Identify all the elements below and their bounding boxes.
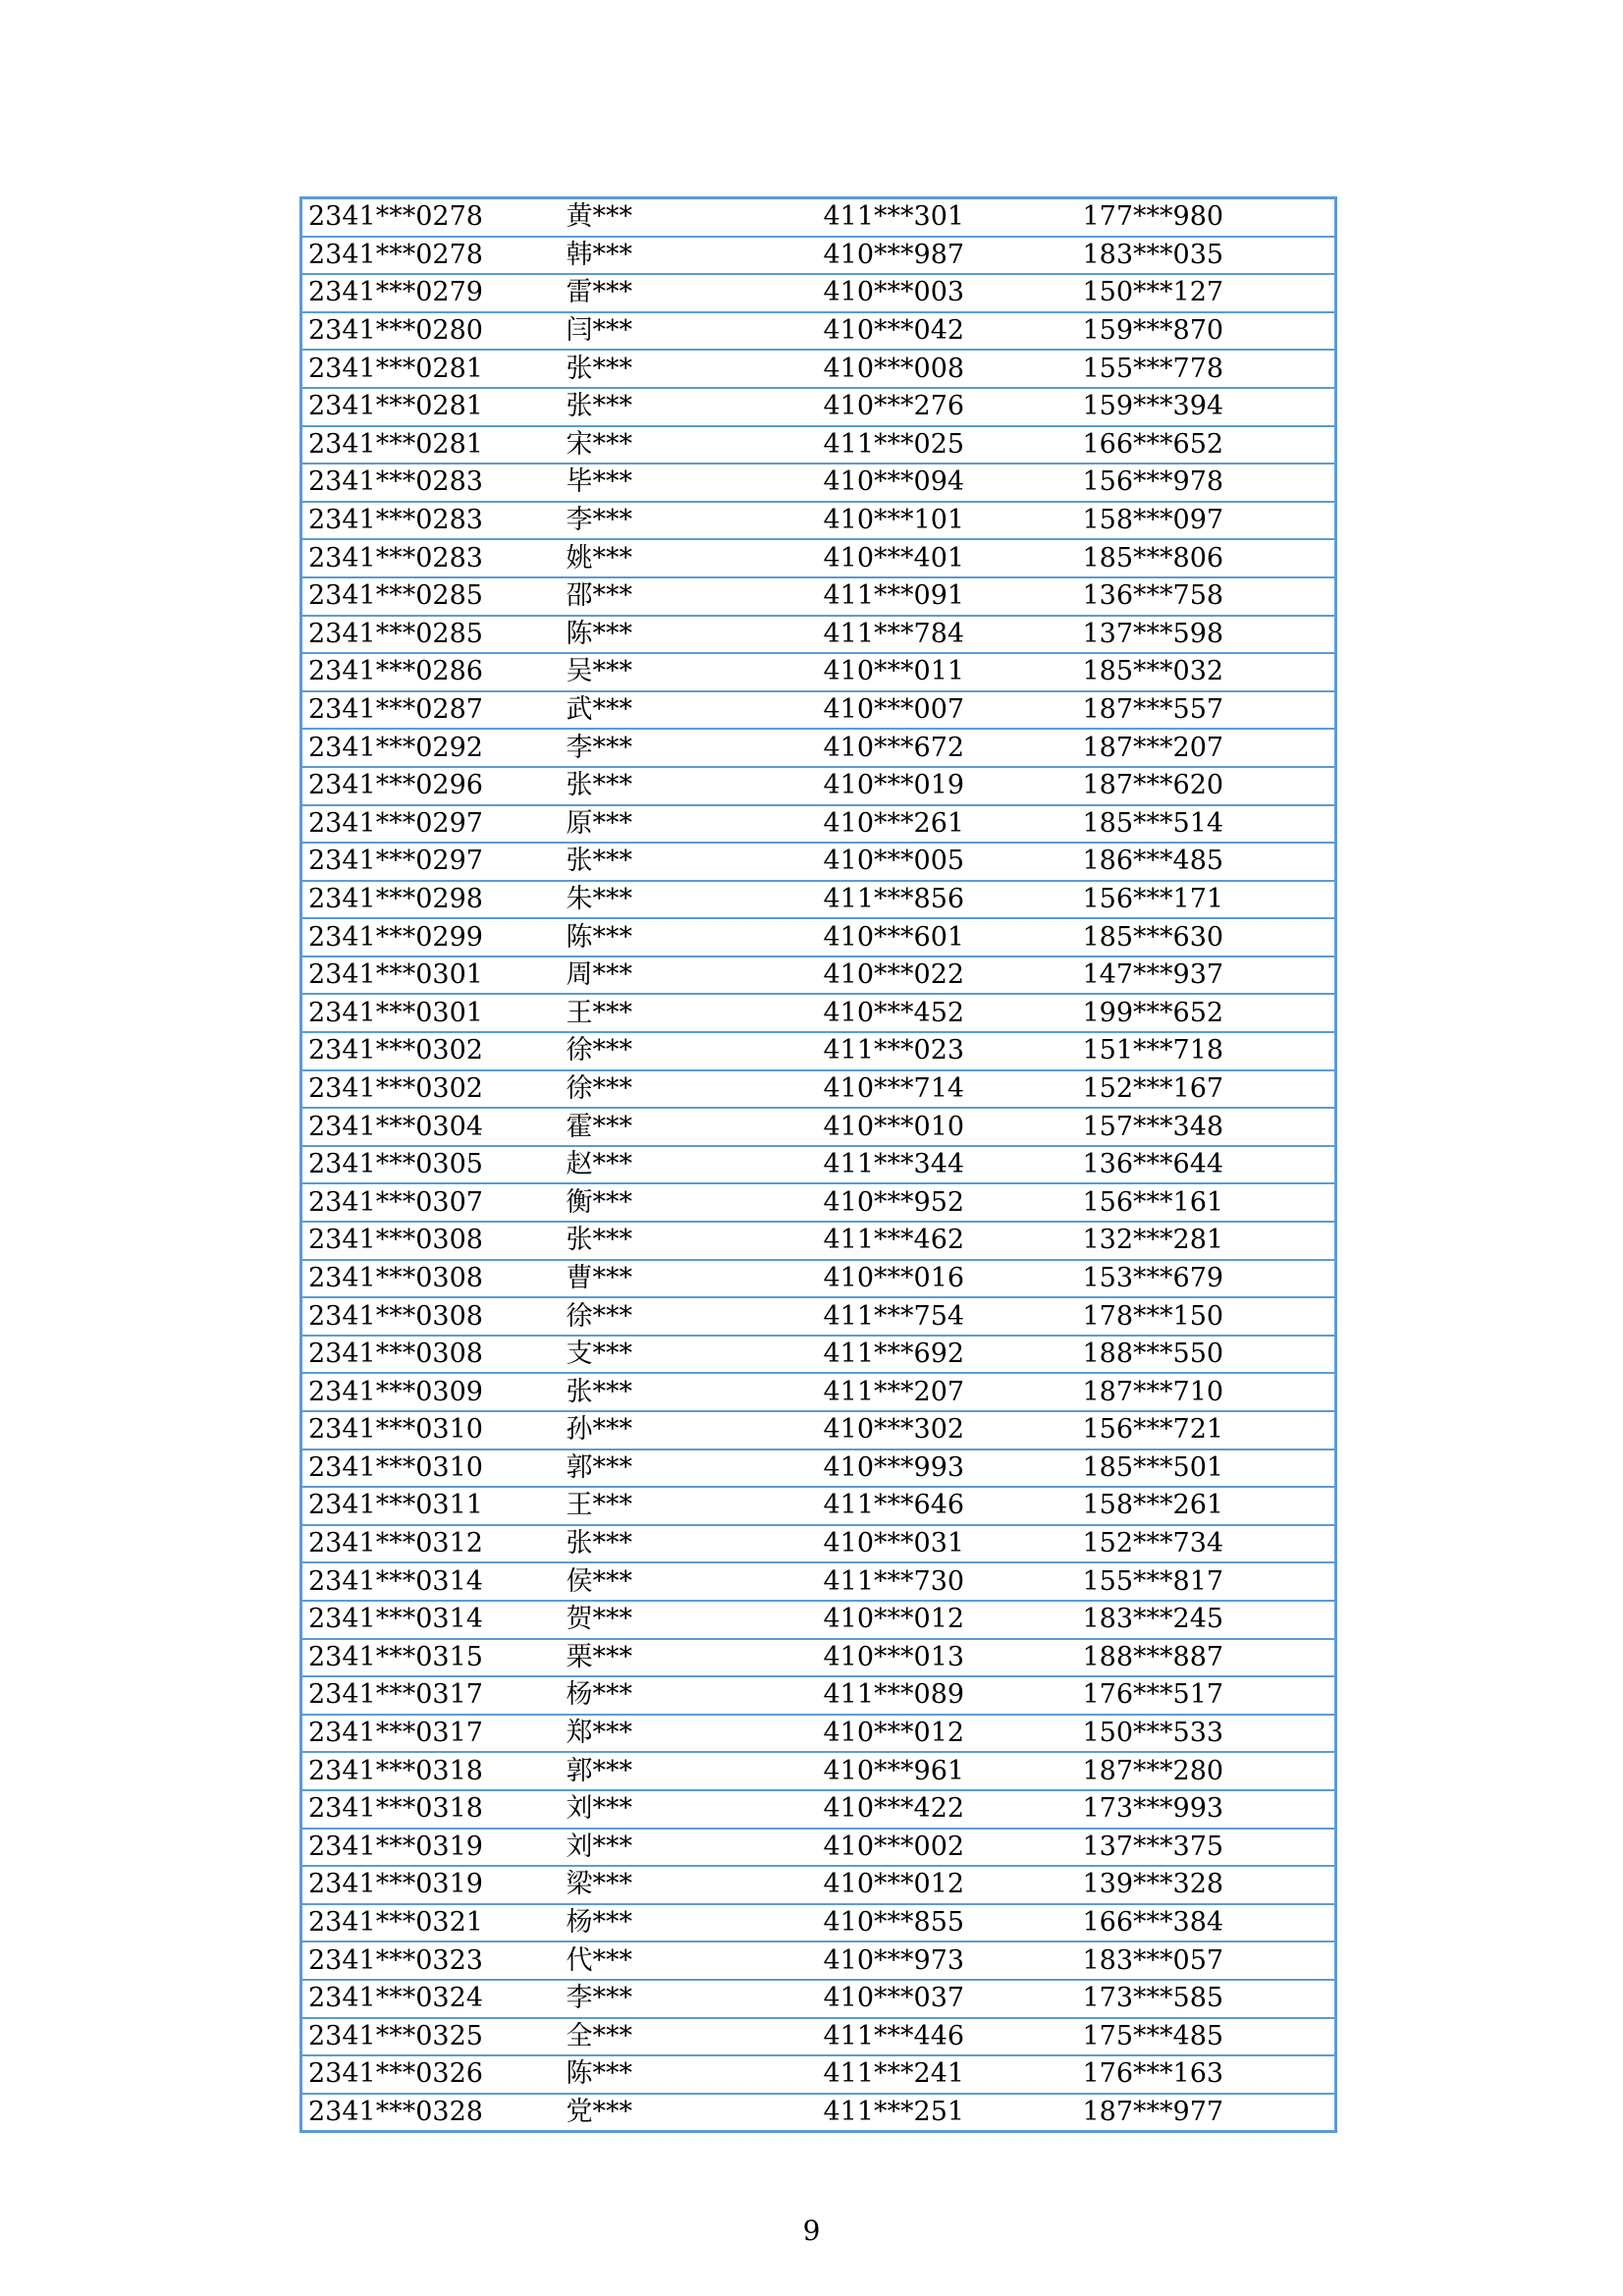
name-cell: 徐*** bbox=[561, 1070, 818, 1109]
name-cell: 王*** bbox=[561, 994, 818, 1032]
id-card-cell: 410***002 bbox=[818, 1829, 1077, 1867]
id-card-cell: 410***003 bbox=[818, 274, 1077, 312]
table-row bbox=[301, 502, 1336, 540]
id-card-cell: 411***784 bbox=[818, 616, 1077, 654]
registration-id-cell: 2341***0321 bbox=[301, 1904, 561, 1942]
table-row bbox=[301, 729, 1336, 767]
registration-id-cell: 2341***0307 bbox=[301, 1183, 561, 1222]
table-row bbox=[301, 616, 1336, 654]
phone-cell: 139***328 bbox=[1077, 1866, 1336, 1904]
id-card-cell: 411***241 bbox=[818, 2055, 1077, 2094]
table-row bbox=[301, 1222, 1336, 1260]
name-cell: 武*** bbox=[561, 691, 818, 730]
phone-cell: 156***721 bbox=[1077, 1411, 1336, 1449]
registration-id-cell: 2341***0328 bbox=[308, 2096, 483, 2127]
phone-cell: 155***778 bbox=[1077, 350, 1336, 388]
registration-id-cell: 2341***0279 bbox=[301, 274, 561, 312]
id-card-cell: 410***019 bbox=[818, 767, 1077, 805]
table-row bbox=[301, 274, 1336, 312]
table-row bbox=[301, 1676, 1336, 1715]
name-cell: 宋*** bbox=[561, 426, 818, 465]
phone-cell: 158***261 bbox=[1077, 1487, 1336, 1525]
name-cell: 孙*** bbox=[561, 1411, 818, 1449]
id-card-cell: 411***856 bbox=[818, 881, 1077, 919]
phone-cell: 175***485 bbox=[1077, 2018, 1336, 2056]
phone-cell: 176***517 bbox=[1077, 1676, 1336, 1715]
registration-id-cell: 2341***0301 bbox=[301, 957, 561, 995]
phone-cell: 183***035 bbox=[1077, 237, 1336, 275]
id-card-cell: 410***007 bbox=[818, 691, 1077, 730]
name-cell: 栗*** bbox=[561, 1639, 818, 1677]
phone-cell: 177***980 bbox=[1077, 198, 1336, 237]
id-card-cell: 410***037 bbox=[818, 1980, 1077, 2018]
id-card-cell: 411***089 bbox=[818, 1676, 1077, 1715]
table-row bbox=[301, 918, 1336, 957]
id-card-cell: 410***973 bbox=[818, 1941, 1077, 1980]
table-row bbox=[301, 1146, 1336, 1184]
id-card-cell: 410***452 bbox=[818, 994, 1077, 1032]
id-card-cell: 411***646 bbox=[818, 1487, 1077, 1525]
registration-id-cell: 2341***0302 bbox=[301, 1032, 561, 1070]
table-row bbox=[301, 1032, 1336, 1070]
registration-id-cell: 2341***0312 bbox=[301, 1525, 561, 1563]
name-cell: 徐*** bbox=[561, 1297, 818, 1336]
registration-id-cell: 2341***0324 bbox=[301, 1980, 561, 2018]
phone-cell: 155***817 bbox=[1077, 1562, 1336, 1601]
phone-cell: 187***280 bbox=[1077, 1752, 1336, 1790]
name-cell: 衡*** bbox=[561, 1183, 818, 1222]
id-card-cell: 410***401 bbox=[818, 539, 1077, 577]
id-card-cell: 410***987 bbox=[818, 237, 1077, 275]
id-card-cell: 410***012 bbox=[818, 1601, 1077, 1639]
name-cell: 陈*** bbox=[561, 2055, 818, 2094]
name-cell: 张*** bbox=[561, 1222, 818, 1260]
id-card-cell: 410***031 bbox=[818, 1525, 1077, 1563]
id-card-cell: 411***251 bbox=[823, 2096, 965, 2127]
name-cell: 杨*** bbox=[561, 1676, 818, 1715]
table-row bbox=[301, 2018, 1336, 2056]
phone-cell: 158***097 bbox=[1077, 502, 1336, 540]
registration-id-cell: 2341***0287 bbox=[301, 691, 561, 730]
registration-id-cell: 2341***0308 bbox=[301, 1222, 561, 1260]
name-cell: 张*** bbox=[561, 1373, 818, 1411]
name-cell: 侯*** bbox=[561, 1562, 818, 1601]
id-card-cell: 410***022 bbox=[818, 957, 1077, 995]
phone-cell: 156***171 bbox=[1077, 881, 1336, 919]
phone-cell: 137***598 bbox=[1077, 616, 1336, 654]
name-cell: 郭*** bbox=[561, 1449, 818, 1488]
id-card-cell: 410***042 bbox=[818, 312, 1077, 351]
registration-id-cell: 2341***0283 bbox=[301, 502, 561, 540]
roster-table-body bbox=[301, 198, 1336, 2132]
table-row bbox=[301, 1373, 1336, 1411]
phone-cell: 157***348 bbox=[1077, 1108, 1336, 1146]
table-row bbox=[301, 539, 1336, 577]
table-row bbox=[301, 1487, 1336, 1525]
id-card-cell: 410***714 bbox=[818, 1070, 1077, 1109]
id-card-cell: 410***094 bbox=[818, 464, 1077, 502]
name-cell: 陈*** bbox=[561, 616, 818, 654]
table-row bbox=[301, 653, 1336, 691]
table-row bbox=[301, 1829, 1336, 1867]
phone-cell: 188***550 bbox=[1077, 1336, 1336, 1374]
registration-id-cell: 2341***0317 bbox=[301, 1676, 561, 1715]
phone-cell: 152***734 bbox=[1077, 1525, 1336, 1563]
name-cell: 李*** bbox=[561, 1980, 818, 2018]
id-card-cell: 410***276 bbox=[818, 388, 1077, 426]
registration-id-cell: 2341***0280 bbox=[301, 312, 561, 351]
name-cell: 梁*** bbox=[561, 1866, 818, 1904]
registration-id-cell: 2341***0308 bbox=[301, 1297, 561, 1336]
id-card-cell: 410***952 bbox=[818, 1183, 1077, 1222]
table-row bbox=[301, 691, 1336, 730]
table-row bbox=[301, 577, 1336, 616]
table-row bbox=[301, 312, 1336, 351]
id-card-cell: 410***855 bbox=[818, 1904, 1077, 1942]
registration-id-cell: 2341***0301 bbox=[301, 994, 561, 1032]
table-row bbox=[301, 237, 1336, 275]
name-cell: 代*** bbox=[561, 1941, 818, 1980]
registration-id-cell: 2341***0319 bbox=[301, 1866, 561, 1904]
id-card-cell: 410***008 bbox=[818, 350, 1077, 388]
phone-cell: 151***718 bbox=[1077, 1032, 1336, 1070]
registration-id-cell: 2341***0314 bbox=[301, 1562, 561, 1601]
id-card-cell: 410***302 bbox=[818, 1411, 1077, 1449]
phone-cell: 166***652 bbox=[1077, 426, 1336, 465]
phone-cell: 187***620 bbox=[1077, 767, 1336, 805]
table-row bbox=[301, 350, 1336, 388]
name-cell: 杨*** bbox=[561, 1904, 818, 1942]
name-cell: 刘*** bbox=[561, 1829, 818, 1867]
registration-id-cell: 2341***0281 bbox=[301, 388, 561, 426]
name-cell: 闫*** bbox=[561, 312, 818, 351]
registration-id-cell: 2341***0325 bbox=[301, 2018, 561, 2056]
table-row bbox=[301, 957, 1336, 995]
id-card-cell: 410***261 bbox=[818, 805, 1077, 844]
phone-cell: 186***485 bbox=[1077, 843, 1336, 881]
registration-id-cell: 2341***0304 bbox=[301, 1108, 561, 1146]
registration-id-cell: 2341***0310 bbox=[301, 1449, 561, 1488]
phone-cell: 178***150 bbox=[1077, 1297, 1336, 1336]
id-card-cell: 410***010 bbox=[818, 1108, 1077, 1146]
registration-id-cell: 2341***0305 bbox=[301, 1146, 561, 1184]
registration-id-cell: 2341***0297 bbox=[301, 843, 561, 881]
phone-cell: 137***375 bbox=[1077, 1829, 1336, 1867]
registration-id-cell: 2341***0317 bbox=[301, 1715, 561, 1753]
id-card-cell: 410***005 bbox=[818, 843, 1077, 881]
phone-cell: 185***514 bbox=[1077, 805, 1336, 844]
id-card-cell: 410***011 bbox=[818, 653, 1077, 691]
name-cell: 姚*** bbox=[561, 539, 818, 577]
table-row bbox=[301, 1904, 1336, 1942]
phone-cell: 136***758 bbox=[1077, 577, 1336, 616]
phone-cell: 153***679 bbox=[1077, 1260, 1336, 1298]
table-row bbox=[301, 2094, 1336, 2132]
phone-cell: 132***281 bbox=[1077, 1222, 1336, 1260]
registration-id-cell: 2341***0278 bbox=[301, 198, 561, 237]
name-cell: 党*** bbox=[566, 2096, 632, 2127]
registration-id-cell: 2341***0281 bbox=[301, 350, 561, 388]
id-card-cell: 411***462 bbox=[818, 1222, 1077, 1260]
registration-id-cell: 2341***0314 bbox=[301, 1601, 561, 1639]
name-cell: 赵*** bbox=[561, 1146, 818, 1184]
id-card-cell: 410***961 bbox=[818, 1752, 1077, 1790]
registration-id-cell: 2341***0311 bbox=[301, 1487, 561, 1525]
phone-cell: 187***710 bbox=[1077, 1373, 1336, 1411]
registration-id-cell: 2341***0285 bbox=[301, 616, 561, 654]
table-row bbox=[301, 1525, 1336, 1563]
registration-id-cell: 2341***0281 bbox=[301, 426, 561, 465]
name-cell: 刘*** bbox=[561, 1790, 818, 1829]
table-row bbox=[301, 1715, 1336, 1753]
id-card-cell: 411***023 bbox=[818, 1032, 1077, 1070]
phone-cell: 185***806 bbox=[1077, 539, 1336, 577]
name-cell: 郭*** bbox=[561, 1752, 818, 1790]
table-row bbox=[301, 1108, 1336, 1146]
phone-cell: 185***501 bbox=[1077, 1449, 1336, 1488]
name-cell: 曹*** bbox=[561, 1260, 818, 1298]
registration-id-cell: 2341***0283 bbox=[301, 539, 561, 577]
phone-cell: 147***937 bbox=[1077, 957, 1336, 995]
page-number: 9 bbox=[802, 2214, 821, 2247]
table-row bbox=[301, 1070, 1336, 1109]
name-cell: 李*** bbox=[561, 502, 818, 540]
phone-cell: 173***585 bbox=[1077, 1980, 1336, 2018]
id-card-cell: 411***091 bbox=[818, 577, 1077, 616]
registration-id-cell: 2341***0297 bbox=[301, 805, 561, 844]
name-cell: 原*** bbox=[561, 805, 818, 844]
id-card-cell: 411***754 bbox=[818, 1297, 1077, 1336]
phone-cell: 187***557 bbox=[1077, 691, 1336, 730]
name-cell: 邵*** bbox=[561, 577, 818, 616]
registration-id-cell: 2341***0298 bbox=[301, 881, 561, 919]
phone-cell: 173***993 bbox=[1077, 1790, 1336, 1829]
phone-cell: 159***394 bbox=[1077, 388, 1336, 426]
id-card-cell: 410***012 bbox=[818, 1715, 1077, 1753]
name-cell: 黄*** bbox=[561, 198, 818, 237]
phone-cell: 199***652 bbox=[1077, 994, 1336, 1032]
name-cell: 全*** bbox=[561, 2018, 818, 2056]
table-row bbox=[301, 426, 1336, 465]
registration-id-cell: 2341***0309 bbox=[301, 1373, 561, 1411]
registration-id-cell: 2341***0308 bbox=[301, 1260, 561, 1298]
id-card-cell: 411***025 bbox=[818, 426, 1077, 465]
registration-id-cell: 2341***0319 bbox=[301, 1829, 561, 1867]
registration-id-cell: 2341***0296 bbox=[301, 767, 561, 805]
name-cell: 徐*** bbox=[561, 1032, 818, 1070]
phone-cell: 176***163 bbox=[1077, 2055, 1336, 2094]
table-row bbox=[301, 805, 1336, 844]
table-row bbox=[301, 1183, 1336, 1222]
table-row bbox=[301, 881, 1336, 919]
table-row bbox=[301, 767, 1336, 805]
phone-cell: 150***533 bbox=[1077, 1715, 1336, 1753]
phone-cell: 150***127 bbox=[1077, 274, 1336, 312]
table-row bbox=[301, 1336, 1336, 1374]
table-row bbox=[301, 1562, 1336, 1601]
name-cell: 朱*** bbox=[561, 881, 818, 919]
id-card-cell: 411***446 bbox=[818, 2018, 1077, 2056]
registration-id-cell: 2341***0323 bbox=[301, 1941, 561, 1980]
table-row bbox=[301, 843, 1336, 881]
table-row bbox=[301, 1601, 1336, 1639]
registration-id-cell: 2341***0315 bbox=[301, 1639, 561, 1677]
name-cell: 周*** bbox=[561, 957, 818, 995]
name-cell: 贺*** bbox=[561, 1601, 818, 1639]
id-card-cell: 411***692 bbox=[818, 1336, 1077, 1374]
phone-cell: 136***644 bbox=[1077, 1146, 1336, 1184]
name-cell: 韩*** bbox=[561, 237, 818, 275]
name-cell: 支*** bbox=[561, 1336, 818, 1374]
phone-cell: 185***032 bbox=[1077, 653, 1336, 691]
registration-id-cell: 2341***0308 bbox=[301, 1336, 561, 1374]
registration-id-cell: 2341***0299 bbox=[301, 918, 561, 957]
id-card-cell: 410***013 bbox=[818, 1639, 1077, 1677]
registration-id-cell: 2341***0286 bbox=[301, 653, 561, 691]
table-row bbox=[301, 464, 1336, 502]
table-row bbox=[301, 388, 1336, 426]
phone-cell: 156***978 bbox=[1077, 464, 1336, 502]
name-cell: 陈*** bbox=[561, 918, 818, 957]
registration-id-cell: 2341***0283 bbox=[301, 464, 561, 502]
id-card-cell: 410***422 bbox=[818, 1790, 1077, 1829]
table-row bbox=[301, 1411, 1336, 1449]
registration-id-cell: 2341***0285 bbox=[301, 577, 561, 616]
table-row bbox=[301, 1980, 1336, 2018]
name-cell: 郑*** bbox=[561, 1715, 818, 1753]
registration-id-cell: 2341***0278 bbox=[301, 237, 561, 275]
table-row bbox=[301, 1449, 1336, 1488]
phone-cell: 188***887 bbox=[1077, 1639, 1336, 1677]
id-card-cell: 410***012 bbox=[818, 1866, 1077, 1904]
name-cell: 张*** bbox=[561, 843, 818, 881]
phone-cell: 159***870 bbox=[1077, 312, 1336, 351]
name-cell: 张*** bbox=[561, 767, 818, 805]
table-row bbox=[301, 1639, 1336, 1677]
phone-cell: 187***977 bbox=[1082, 2096, 1224, 2127]
name-cell: 张*** bbox=[561, 1525, 818, 1563]
registration-id-cell: 2341***0292 bbox=[301, 729, 561, 767]
registration-id-cell: 2341***0302 bbox=[301, 1070, 561, 1109]
name-cell: 吴*** bbox=[561, 653, 818, 691]
id-card-cell: 411***207 bbox=[818, 1373, 1077, 1411]
table-row bbox=[301, 1866, 1336, 1904]
id-card-cell: 410***601 bbox=[818, 918, 1077, 957]
roster-table bbox=[299, 196, 1337, 2133]
table-row bbox=[301, 2055, 1336, 2094]
table-row bbox=[301, 1941, 1336, 1980]
table-row bbox=[301, 1752, 1336, 1790]
table-row bbox=[301, 1790, 1336, 1829]
table-row bbox=[301, 198, 1336, 237]
phone-cell: 156***161 bbox=[1077, 1183, 1336, 1222]
phone-cell: 183***057 bbox=[1077, 1941, 1336, 1980]
phone-cell: 166***384 bbox=[1077, 1904, 1336, 1942]
name-cell: 霍*** bbox=[561, 1108, 818, 1146]
table-row bbox=[301, 1297, 1336, 1336]
registration-id-cell: 2341***0318 bbox=[301, 1790, 561, 1829]
name-cell: 毕*** bbox=[561, 464, 818, 502]
id-card-cell: 411***344 bbox=[818, 1146, 1077, 1184]
id-card-cell: 411***730 bbox=[818, 1562, 1077, 1601]
phone-cell: 183***245 bbox=[1077, 1601, 1336, 1639]
id-card-cell: 410***101 bbox=[818, 502, 1077, 540]
registration-id-cell: 2341***0318 bbox=[301, 1752, 561, 1790]
name-cell: 王*** bbox=[561, 1487, 818, 1525]
name-cell: 张*** bbox=[561, 350, 818, 388]
name-cell: 雷*** bbox=[561, 274, 818, 312]
table-row bbox=[301, 994, 1336, 1032]
id-card-cell: 410***016 bbox=[818, 1260, 1077, 1298]
phone-cell: 185***630 bbox=[1077, 918, 1336, 957]
phone-cell: 187***207 bbox=[1077, 729, 1336, 767]
registration-id-cell: 2341***0326 bbox=[301, 2055, 561, 2094]
id-card-cell: 410***672 bbox=[818, 729, 1077, 767]
registration-id-cell: 2341***0310 bbox=[301, 1411, 561, 1449]
id-card-cell: 411***301 bbox=[818, 198, 1077, 237]
table-row bbox=[301, 1260, 1336, 1298]
phone-cell: 152***167 bbox=[1077, 1070, 1336, 1109]
name-cell: 李*** bbox=[561, 729, 818, 767]
id-card-cell: 410***993 bbox=[818, 1449, 1077, 1488]
name-cell: 张*** bbox=[561, 388, 818, 426]
